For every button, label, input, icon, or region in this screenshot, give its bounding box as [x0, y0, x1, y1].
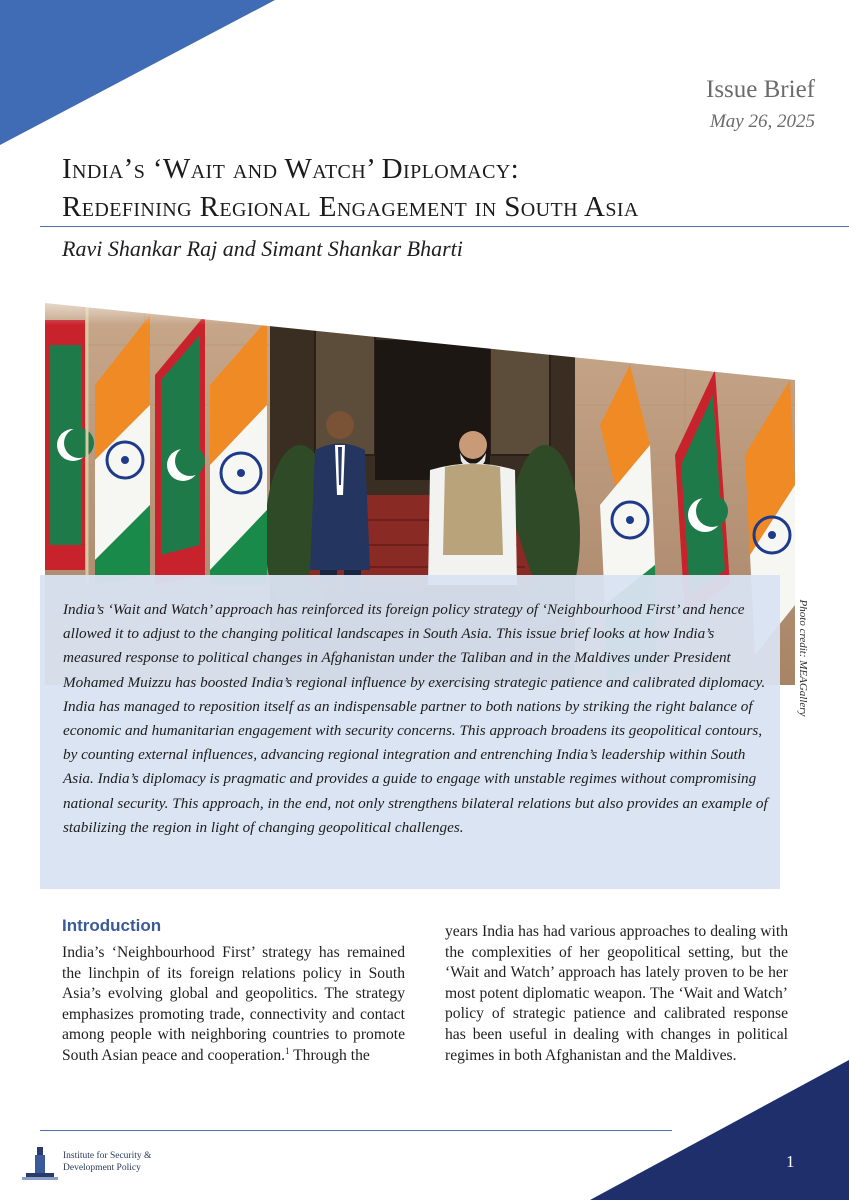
introduction-heading: Introduction	[62, 916, 162, 935]
page-number: 1	[786, 1152, 795, 1171]
title-line-2: Redefining Regional Engagement in South Asia	[62, 191, 639, 223]
page-title	[62, 150, 822, 226]
introduction-column-left	[62, 943, 405, 1067]
introduction-paragraph: India’s ‘Neighbourhood First’ strategy has remained the linchpin of its foreign relations policy in South Asia’s evolving global and geopolitics. The strategy emphasizes promoting trade, connectivity and contact among people with neighboring countries to promote South Asian peace and cooperation.	[62, 944, 405, 1064]
introduction-paragraph-tail: Through the	[289, 1046, 370, 1064]
abstract-text: India’s ‘Wait and Watch’ approach has reinforced its foreign policy strategy of ‘Neighbourhood First’ and hence allowed it to adjust to the changing political landscapes in South Asia. This issue brief looks at how India’s measured response to political changes in Afghanistan under the Taliban and in the Maldives under President Mohamed Muizzu has boosted India’s regional influence by exercising strategic patience and calibrated diplomacy. India has managed to reposition itself as an indispensable partner to both nations by striking the right balance of economic and humanitarian engagement with security concerns. This approach broadens its geopolitical contours, by counting external influences, advancing regional integration and entrenching India’s leadership within South Asia. India’s diplomacy is pragmatic and provides a guide to engage with unstable regimes without compromising national security. This approach, in the end, not only strengthens bilateral relations but also provides an example of stabilizing the region in light of changing geopolitical challenges.	[63, 601, 768, 836]
footnote-ref[interactable]: 1	[285, 1045, 290, 1056]
photo-credit-text: Photo credit: MEAGallery	[797, 599, 809, 717]
document-type: Issue Brief	[706, 76, 815, 103]
institute-name-line-2: Development Policy	[63, 1163, 141, 1173]
title-divider	[40, 226, 849, 227]
title-line-1: India’s ‘Wait and Watch’ Diplomacy:	[62, 153, 520, 185]
footer-divider	[40, 1130, 672, 1131]
institute-name-line-1: Institute for Security &	[63, 1151, 152, 1161]
institute-name	[63, 1150, 151, 1174]
corner-decoration-top-left	[0, 0, 275, 145]
introduction-column-right: years India has had various approaches to dealing with the complexities of her geopolitical setting, but the ‘Wait and Watch’ approach has lately proven to be her most potent diplomatic weapon. The ‘Wait and Watch’ policy of strategic patience and calibrated response has been useful in dealing with changes in political regimes in both Afghanistan and the Maldives.	[445, 923, 788, 1064]
publication-date: May 26, 2025	[709, 111, 815, 132]
authors: Ravi Shankar Raj and Simant Shankar Bharti	[62, 236, 463, 261]
institute-logo-icon	[20, 1143, 60, 1183]
photo-credit	[793, 578, 813, 738]
